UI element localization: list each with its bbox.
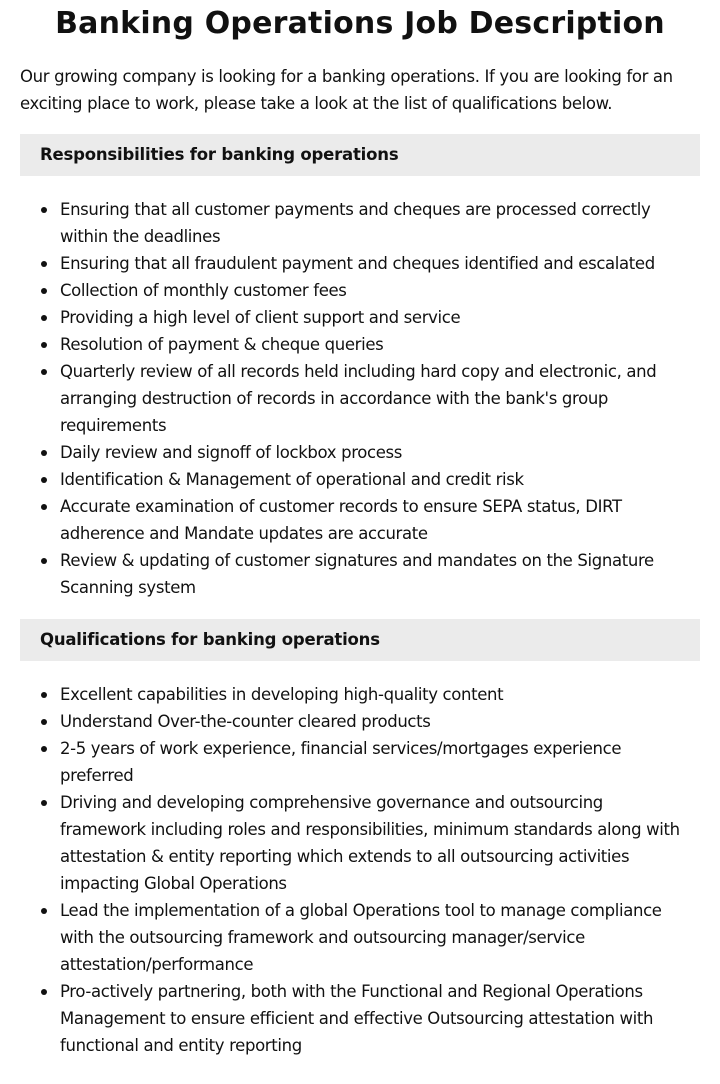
section-header-qualifications: Qualifications for banking operations — [20, 619, 700, 661]
bullet-dot-icon — [41, 369, 47, 375]
bullet-dot-icon — [41, 692, 47, 698]
list-item — [20, 304, 700, 331]
bullet-dot-icon — [41, 908, 47, 914]
list-item-text: Driving and developing comprehensive governance and outsourcing framework including roles and responsibilities, minimum standards along with attestation & entity reporting which extends to all outsourcing activities impacting Global Operations — [60, 793, 680, 893]
bullet-dot-icon — [41, 989, 47, 995]
section-header-responsibilities: Responsibilities for banking operations — [20, 134, 700, 176]
bullet-dot-icon — [41, 800, 47, 806]
list-item-text: Excellent capabilities in developing high-quality content — [60, 685, 504, 704]
list-item-text: Accurate examination of customer records to ensure SEPA status, DIRT adherence and Mandate updates are accurate — [60, 497, 622, 543]
list-item — [20, 897, 700, 978]
list-item — [20, 681, 700, 708]
bullet-dot-icon — [41, 261, 47, 267]
list-item-text: Understand Over-the-counter cleared products — [60, 712, 431, 731]
list-item-text: Lead the implementation of a global Operations tool to manage compliance with the outsourcing framework and outsourcing manager/service attestation/performance — [60, 901, 662, 974]
list-item — [20, 196, 700, 250]
list-item-text: Collection of monthly customer fees — [60, 281, 347, 300]
bullet-dot-icon — [41, 315, 47, 321]
list-item-text: 2-5 years of work experience, financial services/mortgages experience preferred — [60, 739, 622, 785]
bullet-dot-icon — [41, 207, 47, 213]
list-item-text: Identification & Management of operational and credit risk — [60, 470, 524, 489]
bullet-dot-icon — [41, 719, 47, 725]
list-item-text: Providing a high level of client support and service — [60, 308, 461, 327]
qualifications-list — [20, 681, 700, 1059]
list-item — [20, 789, 700, 897]
list-item — [20, 250, 700, 277]
bullet-dot-icon — [41, 558, 47, 564]
list-item-text: Review & updating of customer signatures and mandates on the Signature Scanning system — [60, 551, 654, 597]
list-item-text: Ensuring that all customer payments and cheques are processed correctly within the deadlines — [60, 200, 651, 246]
list-item-text: Daily review and signoff of lockbox process — [60, 443, 403, 462]
list-item-text: Ensuring that all fraudulent payment and cheques identified and escalated — [60, 254, 655, 273]
list-item-text: Quarterly review of all records held including hard copy and electronic, and arranging destruction of records in accordance with the bank's group requirements — [60, 362, 657, 435]
list-item-text: Resolution of payment & cheque queries — [60, 335, 384, 354]
bullet-dot-icon — [41, 288, 47, 294]
list-item — [20, 331, 700, 358]
list-item — [20, 978, 700, 1059]
bullet-dot-icon — [41, 504, 47, 510]
list-item — [20, 277, 700, 304]
responsibilities-list — [20, 196, 700, 601]
bullet-dot-icon — [41, 477, 47, 483]
list-item — [20, 708, 700, 735]
list-item — [20, 466, 700, 493]
list-item — [20, 439, 700, 466]
list-item — [20, 358, 700, 439]
page-title: Banking Operations Job Description — [55, 6, 665, 41]
bullet-dot-icon — [41, 746, 47, 752]
intro-paragraph: Our growing company is looking for a banking operations. If you are looking for an exciting place to work, please take a look at the list of qualifications below. — [20, 67, 673, 113]
list-item — [20, 547, 700, 601]
bullet-dot-icon — [41, 342, 47, 348]
bullet-dot-icon — [41, 450, 47, 456]
list-item — [20, 735, 700, 789]
list-item-text: Pro-actively partnering, both with the Functional and Regional Operations Management to ensure efficient and effective Outsourcing attestation with functional and entity reporting — [60, 982, 654, 1055]
list-item — [20, 493, 700, 547]
